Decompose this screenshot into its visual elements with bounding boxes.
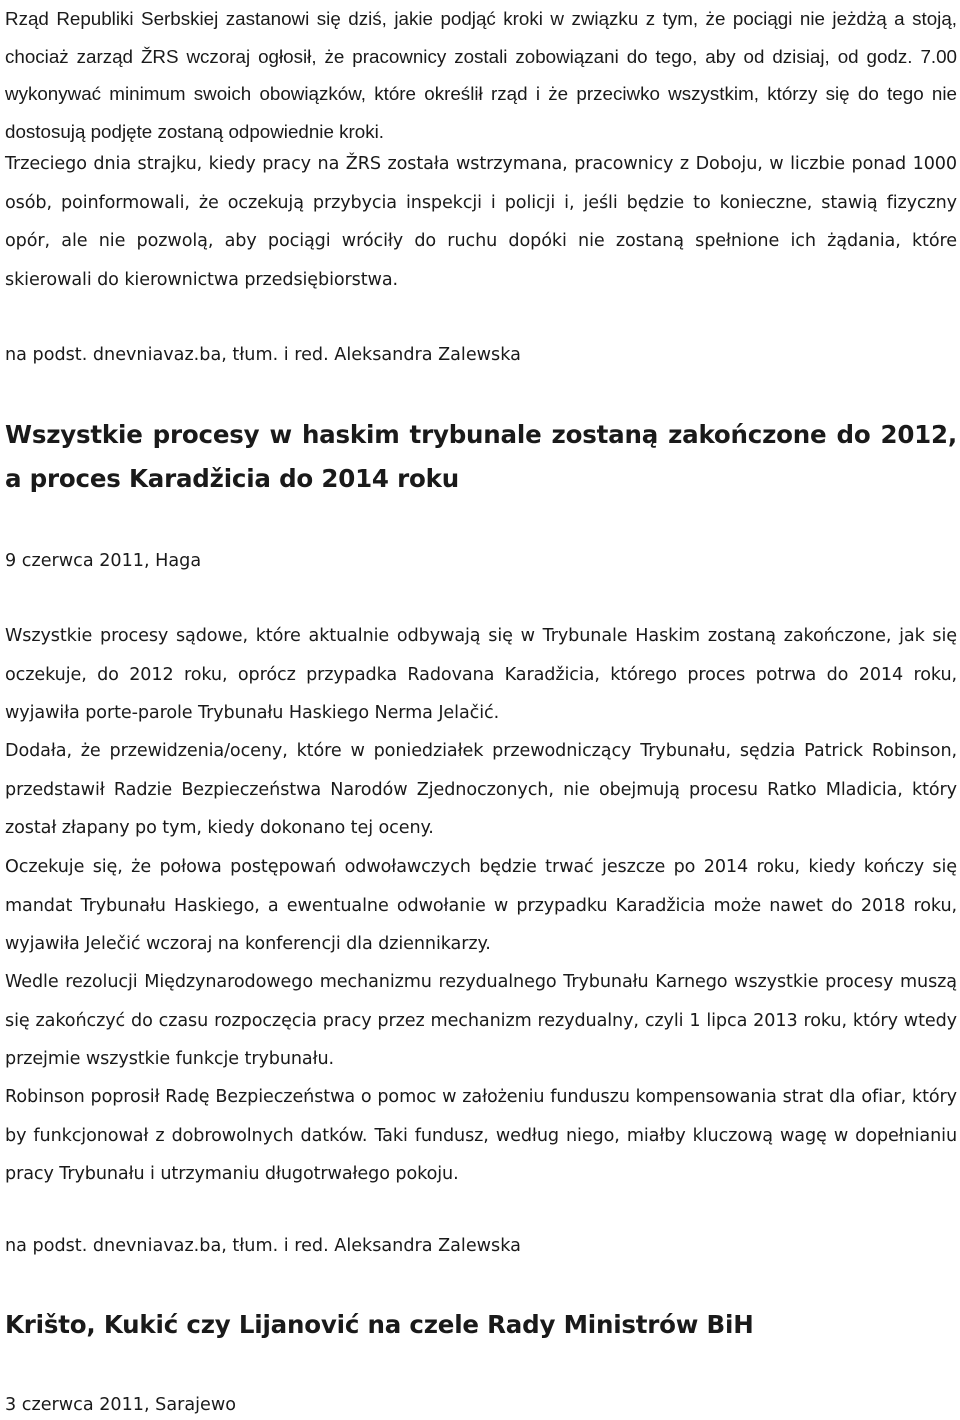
article1-source: na podst. dnevniavaz.ba, tłum. i red. Aleksandra Zalewska: [5, 345, 521, 365]
article1-paragraph-1: Rząd Republiki Serbskiej zastanowi się dziś, jakie podjąć kroki w związku z tym, że pociągi nie jeżdżą a stoją, chociaż zarząd ŽRS wczoraj ogłosił, że pracownicy zostali zobowiązani do tego, aby od dzisiaj, od godz. 7.00 wykonywać minimum swoich obowiązków, które określił rząd i że przeciwko wszystkim, którzy się do tego nie dostosują podjęte zostaną odpowiednie kroki.: [5, 8, 957, 142]
article2-paragraph-2: Dodała, że przewidzenia/oceny, które w poniedziałek przewodniczący Trybunału, sędzia Patrick Robinson, przedstawił Radzie Bezpieczeństwa Narodów Zjednoczonych, nie obejmują procesu Ratko Mladicia, który został złapany po tym, kiedy dokonano tej oceny.: [5, 741, 957, 839]
article3-dateline: 3 czerwca 2011, Sarajewo: [5, 1395, 236, 1415]
article2-source: na podst. dnevniavaz.ba, tłum. i red. Aleksandra Zalewska: [5, 1236, 521, 1256]
article2-dateline: 9 czerwca 2011, Haga: [5, 551, 202, 571]
article3-title: Krišto, Kukić czy Lijanović na czele Rady Ministrów BiH: [5, 1310, 754, 1339]
article2-paragraph-1: Wszystkie procesy sądowe, które aktualnie odbywają się w Trybunale Haskim zostaną zakończone, jak się oczekuje, do 2012 roku, oprócz przypadka Radovana Karadžicia, którego proces potrwa do 2014 roku, wyjawiła porte-parole Trybunału Haskiego Nerma Jelačić.: [5, 626, 957, 724]
article2-paragraph-3: Oczekuje się, że połowa postępowań odwoławczych będzie trwać jeszcze po 2014 roku, kiedy kończy się mandat Trybunału Haskiego, a ewentualne odwołanie w przypadku Karadžicia może nawet do 2018 roku, wyjawiła Jelečić wczoraj na konferencji dla dziennikarzy.: [5, 857, 957, 955]
article2-paragraph-5: Robinson poprosił Radę Bezpieczeństwa o pomoc w założeniu funduszu kompensowania strat dla ofiar, który by funkcjonował z dobrowolnych datków. Taki fundusz, według niego, miałby kluczową wagę w dopełnianiu pracy Trybunału i utrzymaniu długotrwałego pokoju.: [5, 1087, 957, 1185]
article2-paragraph-4: Wedle rezolucji Międzynarodowego mechanizmu rezydualnego Trybunału Karnego wszystkie procesy muszą się zakończyć do czasu rozpoczęcia pracy przez mechanizm rezydualny, czyli 1 lipca 2013 roku, który wtedy przejmie wszystkie funkcje trybunału.: [5, 972, 957, 1070]
article2-title: Wszystkie procesy w haskim trybunale zostaną zakończone do 2012, a proces Karadžicia do 2014 roku: [5, 420, 957, 493]
article1-paragraph-2: Trzeciego dnia strajku, kiedy pracy na ŽRS została wstrzymana, pracownicy z Doboju, w liczbie ponad 1000 osób, poinformowali, że oczekują przybycia inspekcji i policji i, jeśli będzie to konieczne, stawią fizyczny opór, ale nie pozwolą, aby pociągi wróciły do ruchu dopóki nie zostaną spełnione ich żądania, które skierowali do kierownictwa przedsiębiorstwa.: [5, 154, 957, 291]
